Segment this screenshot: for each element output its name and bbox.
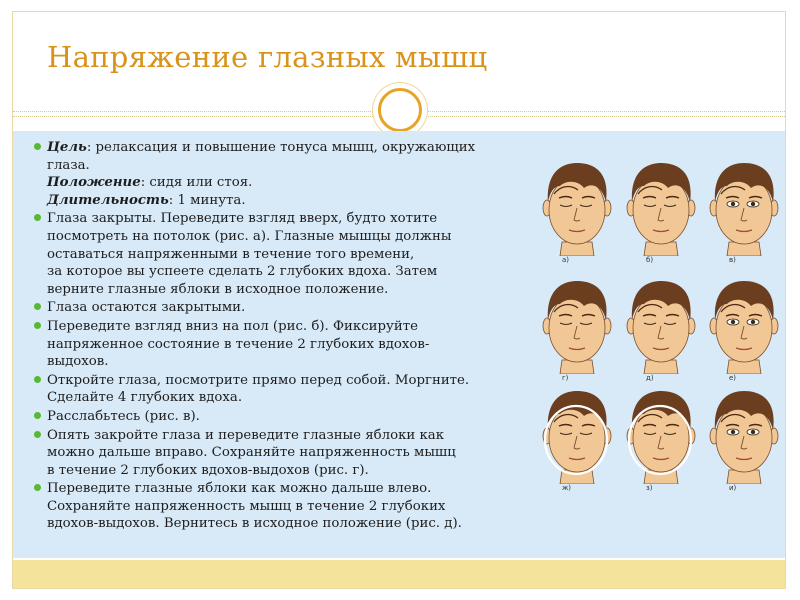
figure-caption: е) <box>729 374 737 382</box>
line-text: выдохов. <box>47 354 109 370</box>
text-line <box>47 281 534 299</box>
text-line <box>47 389 534 407</box>
line-text: за которое вы успеете сделать 2 глубоких вдоха. Затем <box>47 264 438 280</box>
field-label: Длительность <box>47 192 169 208</box>
line-text: оставаться напряженными в течение того времени, <box>47 246 415 262</box>
text-line <box>47 228 534 246</box>
bullet-icon <box>34 484 41 491</box>
figure-caption: ж) <box>562 484 572 492</box>
slide-title: Напряжение глазных мышц <box>47 40 488 74</box>
figure-caption: д) <box>646 374 654 382</box>
text-line <box>47 174 534 192</box>
field-label: Положение <box>47 175 141 191</box>
bullet-paragraph <box>34 427 534 480</box>
face-illustration <box>624 278 698 388</box>
text-line <box>47 318 534 336</box>
figure-caption: в) <box>729 256 736 264</box>
face-drawing <box>540 160 614 256</box>
face-drawing <box>707 388 781 484</box>
face-drawing <box>540 388 614 484</box>
face-drawing <box>624 388 698 484</box>
footer-band <box>13 560 785 588</box>
face-illustration <box>540 160 614 270</box>
line-text: можно дальше вправо. Сохраняйте напряженность мышц <box>47 445 456 461</box>
face-drawing <box>624 278 698 374</box>
face-illustration <box>540 278 614 388</box>
line-text: Переведите глазные яблоки как можно дальше влево. <box>47 481 432 497</box>
bullet-paragraph <box>34 299 534 317</box>
text-line <box>47 427 534 445</box>
line-text: в течение 2 глубоких вдохов-выдохов (рис. г). <box>47 462 369 478</box>
field-label: Цель <box>47 140 87 155</box>
line-text: Опять закройте глаза и переведите глазные яблоки как <box>47 427 445 443</box>
text-line <box>47 210 534 228</box>
line-text: : релаксация и повышение тонуса мышц, окружающих <box>86 140 476 155</box>
face-illustration <box>707 388 781 498</box>
bullet-icon <box>34 143 41 150</box>
text-line <box>47 480 534 498</box>
line-text: Расслабьтесь (рис. в). <box>47 408 200 424</box>
line-text: Переведите взгляд вниз на пол (рис. б). Фиксируйте <box>47 318 418 334</box>
text-line <box>47 336 534 354</box>
figure-caption: а) <box>562 256 570 264</box>
bullet-icon <box>34 322 41 329</box>
text-line <box>47 444 534 462</box>
face-drawing <box>624 160 698 256</box>
text-line <box>47 157 534 175</box>
text-line <box>47 372 534 390</box>
bullet-icon <box>34 303 41 310</box>
bullet-paragraph <box>34 210 534 298</box>
text-line <box>47 462 534 480</box>
bullet-icon <box>34 412 41 419</box>
line-text: Сохраняйте напряженность мышц в течение 2 глубоких <box>47 498 446 514</box>
line-text: посмотреть на потолок (рис. а). Глазные мышцы должны <box>47 228 452 244</box>
text-line <box>47 353 534 371</box>
line-text: напряженное состояние в течение 2 глубоких вдохов- <box>47 336 430 352</box>
bullet-paragraph <box>34 372 534 407</box>
bullet-icon <box>34 214 41 221</box>
bullet-icon <box>34 431 41 438</box>
line-text: верните глазные яблоки в исходное положение. <box>47 281 389 297</box>
line-text: : 1 минута. <box>168 192 246 208</box>
face-drawing <box>707 160 781 256</box>
face-illustration <box>540 388 614 498</box>
instruction-text <box>34 139 534 534</box>
face-illustration <box>624 160 698 270</box>
bullet-paragraph <box>34 480 534 533</box>
text-line <box>47 263 534 281</box>
text-line <box>47 139 534 157</box>
bullet-icon <box>34 376 41 383</box>
text-line <box>47 515 534 533</box>
figure-caption: з) <box>646 484 653 492</box>
bullet-paragraph <box>34 318 534 371</box>
text-line <box>47 408 534 426</box>
face-illustration <box>707 160 781 270</box>
text-line <box>47 299 534 317</box>
bullet-paragraph <box>34 139 534 209</box>
line-text: Глаза остаются закрытыми. <box>47 300 246 316</box>
line-text: Глаза закрыты. Переведите взгляд вверх, будто хотите <box>47 211 438 227</box>
bullet-paragraph <box>34 408 534 426</box>
text-line <box>47 192 534 210</box>
face-exercise-figure <box>540 160 780 490</box>
figure-caption: и) <box>729 484 737 492</box>
line-text: Сделайте 4 глубоких вдоха. <box>47 390 243 406</box>
text-line <box>47 498 534 516</box>
line-text: : сидя или стоя. <box>140 175 253 191</box>
line-text: глаза. <box>47 157 90 173</box>
face-drawing <box>707 278 781 374</box>
line-text: Откройте глаза, посмотрите прямо перед собой. Моргните. <box>47 372 470 388</box>
figure-caption: б) <box>646 256 654 264</box>
face-drawing <box>540 278 614 374</box>
text-line <box>47 246 534 264</box>
figure-caption: г) <box>562 374 569 382</box>
face-illustration <box>707 278 781 388</box>
decorative-ring-icon <box>378 88 422 132</box>
line-text: вдохов-выдохов. Вернитесь в исходное положение (рис. д). <box>47 516 462 532</box>
face-illustration <box>624 388 698 498</box>
